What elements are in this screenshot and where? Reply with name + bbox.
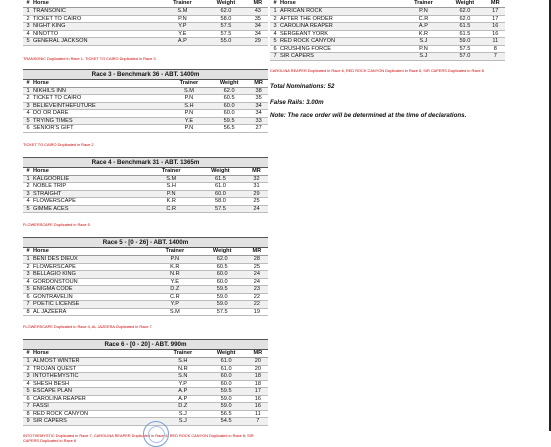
cell-trainer: P.N	[403, 45, 445, 53]
cell-num: 4	[23, 30, 33, 38]
table-row	[23, 198, 268, 206]
cell-trainer: Y.E	[161, 30, 205, 38]
cell-weight: 60.0	[196, 190, 245, 198]
cell-num: 2	[23, 183, 33, 191]
cell-weight: 57.5	[444, 45, 485, 53]
cell-mr: 19	[246, 308, 268, 316]
cell-trainer: S.H	[169, 102, 209, 110]
cell-horse: GORDONSTOUN	[33, 278, 151, 286]
table-row	[23, 87, 268, 95]
cell-mr: 17	[486, 8, 505, 16]
cell-num: 5	[23, 117, 33, 125]
cell-mr: 32	[245, 175, 268, 183]
table-row	[270, 30, 505, 38]
duplicate-note: TICKET TO CAIRO Duplicated in Race 2	[23, 141, 94, 147]
race5-table	[23, 248, 268, 316]
cell-horse: NIKHILS INN	[33, 87, 169, 95]
cell-horse: CRUSHING FORCE	[280, 45, 403, 53]
cell-horse: STRAIGHT	[33, 190, 147, 198]
cell-num: 4	[23, 380, 33, 388]
cell-trainer: P.N	[169, 125, 209, 133]
cell-mr: 34	[249, 102, 268, 110]
cell-mr: 17	[248, 388, 268, 396]
table-row	[23, 205, 268, 213]
cell-horse: BELLAGIO KING	[33, 271, 151, 279]
table-row	[23, 278, 268, 286]
cell-num: 8	[23, 410, 33, 418]
cell-weight: 61.0	[205, 358, 248, 366]
cell-trainer: C.R	[147, 205, 196, 213]
cell-trainer: A.P	[161, 38, 205, 46]
cell-trainer: D.Z	[161, 403, 204, 411]
table-header: # Horse Trainer Weight MR	[270, 0, 505, 8]
cell-num: 5	[23, 286, 33, 294]
cell-mr: 34	[249, 110, 268, 118]
cell-horse: SENIOR'S GIFT	[33, 125, 169, 133]
cell-trainer: D.Z	[151, 286, 199, 294]
table-row	[23, 418, 268, 426]
cell-mr: 34	[248, 30, 268, 38]
logo-seal	[143, 421, 169, 447]
cell-trainer: S.J	[403, 53, 445, 61]
cell-horse: TROJAN QUEST	[33, 365, 161, 373]
cell-trainer: S.N	[161, 373, 204, 381]
table-row	[270, 23, 505, 31]
race3-table	[23, 80, 268, 133]
cell-num: 5	[23, 205, 33, 213]
cell-trainer: Y.P	[151, 301, 199, 309]
cell-weight: 60.0	[199, 278, 246, 286]
cell-horse: INTOTHEMYSTIC	[33, 373, 161, 381]
cell-num: 2	[270, 15, 280, 23]
cell-trainer: S.M	[147, 175, 196, 183]
cell-mr: 43	[248, 8, 268, 16]
cell-horse: SIR CAPERS	[33, 418, 161, 426]
duplicate-note: TRANSONIC Duplicated in Race 1, TICKET TO CAIRO Duplicated in Race 3	[23, 55, 156, 61]
table-header: # Horse Trainer Weight MR	[23, 248, 268, 256]
cell-horse: CAROLINA REAPER	[33, 395, 161, 403]
cell-weight: 57.5	[199, 308, 246, 316]
table-row	[23, 271, 268, 279]
table-row	[23, 256, 268, 264]
table-row	[270, 8, 505, 16]
table-row	[23, 365, 268, 373]
cell-trainer: K.R	[403, 30, 445, 38]
cell-horse: RED ROCK CANYON	[33, 410, 161, 418]
cell-horse: FLOWERSCAPE	[33, 263, 151, 271]
cell-num: 2	[23, 15, 33, 23]
cell-weight: 54.5	[205, 418, 248, 426]
cell-horse: ESCAPE PLAN	[33, 388, 161, 396]
cell-mr: 16	[486, 30, 505, 38]
cell-num: 7	[23, 403, 33, 411]
table-row	[23, 102, 268, 110]
cell-weight: 59.0	[199, 301, 246, 309]
cell-weight: 61.0	[205, 365, 248, 373]
cell-horse: SIR CAPERS	[280, 53, 403, 61]
cell-num: 3	[23, 190, 33, 198]
table-row	[23, 183, 268, 191]
cell-horse: ALMOST WINTER	[33, 358, 161, 366]
cell-weight: 56.5	[209, 125, 249, 133]
cell-num: 5	[23, 38, 33, 46]
table-row	[23, 38, 268, 46]
cell-horse: BELIEVEINTHEFUTURE	[33, 102, 169, 110]
table-row	[23, 410, 268, 418]
cell-mr: 24	[246, 271, 268, 279]
table-row	[23, 403, 268, 411]
cell-mr: 24	[246, 278, 268, 286]
table-row	[270, 53, 505, 61]
cell-num: 2	[23, 95, 33, 103]
cell-mr: 27	[249, 125, 268, 133]
cell-weight: 60.0	[205, 380, 248, 388]
table-row	[23, 117, 268, 125]
cell-horse: FLOWERSCAPE	[33, 198, 147, 206]
duplicate-note: CAROLINA REAPER Duplicated in Race 6, RED ROCK CANYON Duplicated in Race 6, SIR CAPERS Duplicated in Race 6	[270, 67, 484, 73]
cell-horse: GENERAL JACKSON	[33, 38, 161, 46]
cell-trainer: A.P	[403, 23, 445, 31]
cell-mr: 16	[248, 395, 268, 403]
cell-mr: 8	[486, 45, 505, 53]
cell-trainer: Y.P	[161, 23, 205, 31]
table-row	[23, 110, 268, 118]
cell-weight: 59.5	[205, 388, 248, 396]
cell-mr: 35	[248, 15, 268, 23]
table-row	[270, 15, 505, 23]
cell-num: 3	[23, 102, 33, 110]
cell-num: 7	[270, 53, 280, 61]
cell-num: 8	[23, 308, 33, 316]
cell-trainer: S.M	[161, 8, 205, 16]
cell-weight: 60.5	[209, 95, 249, 103]
cell-weight: 59.5	[209, 117, 249, 125]
cell-mr: 7	[248, 418, 268, 426]
total-nominations: Total Nominations: 52	[270, 82, 335, 90]
false-rails: False Rails: 3.00m	[270, 98, 324, 106]
cell-weight: 59.0	[205, 395, 248, 403]
cell-horse: AFTER THE ORDER	[280, 15, 403, 23]
cell-num: 1	[23, 358, 33, 366]
cell-num: 5	[23, 388, 33, 396]
cell-mr: 25	[246, 263, 268, 271]
race-title: Race 6 - [0 - 20] - ABT. 990m	[23, 339, 268, 350]
race2-table	[23, 0, 268, 46]
cell-trainer: P.N	[169, 110, 209, 118]
cell-num: 2	[23, 365, 33, 373]
cell-horse: TRYING TIMES	[33, 117, 169, 125]
cell-mr: 38	[249, 87, 268, 95]
cell-mr: 31	[245, 183, 268, 191]
cell-horse: NINOTTO	[33, 30, 161, 38]
table-header: # Horse Trainer Weight MR	[23, 0, 268, 8]
race-title: Race 5 - [0 - 26] - ABT. 1400m	[23, 237, 268, 248]
table-row	[23, 30, 268, 38]
cell-weight: 55.0	[204, 38, 247, 46]
cell-weight: 62.0	[444, 15, 485, 23]
race6-table	[23, 350, 268, 426]
cell-trainer: S.J	[161, 410, 204, 418]
cell-weight: 62.0	[199, 256, 246, 264]
cell-num: 6	[23, 125, 33, 133]
cell-trainer: Y.E	[151, 278, 199, 286]
race-title: Race 4 - Benchmark 31 - ABT. 1365m	[23, 157, 268, 168]
cell-weight: 61.5	[444, 30, 485, 38]
cell-num: 6	[270, 45, 280, 53]
cell-weight: 60.0	[205, 373, 248, 381]
cell-trainer: P.N	[161, 15, 205, 23]
cell-trainer: Y.E	[169, 117, 209, 125]
cell-mr: 11	[486, 38, 505, 46]
table-row	[23, 373, 268, 381]
cell-num: 1	[23, 256, 33, 264]
cell-trainer: S.M	[169, 87, 209, 95]
cell-weight: 59.0	[199, 293, 246, 301]
cell-horse: SHESH BESH	[33, 380, 161, 388]
table-row	[23, 358, 268, 366]
cell-mr: 29	[248, 38, 268, 46]
table-header: # Horse Trainer Weight MR	[23, 350, 268, 358]
cell-weight: 57.0	[444, 53, 485, 61]
cell-mr: 28	[246, 256, 268, 264]
table-row	[23, 8, 268, 16]
cell-weight: 59.0	[205, 403, 248, 411]
race-order-note: Note: The race order will be determined at the time of declarations.	[270, 111, 467, 119]
cell-mr: 29	[245, 190, 268, 198]
race8-table	[270, 0, 505, 61]
cell-weight: 58.0	[204, 15, 247, 23]
cell-trainer: S.H	[161, 358, 204, 366]
cell-weight: 56.5	[205, 410, 248, 418]
cell-num: 4	[23, 198, 33, 206]
cell-horse: KALGOORLIE	[33, 175, 147, 183]
cell-weight: 61.0	[196, 183, 245, 191]
left-column	[23, 0, 268, 443]
cell-horse: CAROLINA REAPER	[280, 23, 403, 31]
cell-num: 7	[23, 301, 33, 309]
right-column	[270, 0, 505, 120]
cell-weight: 60.0	[209, 110, 249, 118]
table-header: # Horse Trainer Weight MR	[23, 80, 268, 88]
cell-horse: DO OR DARE	[33, 110, 169, 118]
cell-trainer: A.P	[161, 388, 204, 396]
cell-horse: GONTRAVELIN	[33, 293, 151, 301]
table-row	[23, 125, 268, 133]
cell-weight: 57.5	[204, 30, 247, 38]
cell-trainer: S.J	[161, 418, 204, 426]
cell-num: 3	[23, 373, 33, 381]
cell-trainer: P.N	[169, 95, 209, 103]
cell-weight: 60.5	[199, 263, 246, 271]
cell-horse: FASSI	[33, 403, 161, 411]
cell-trainer: K.R	[147, 198, 196, 206]
race-title: Race 3 - Benchmark 36 - ABT. 1400m	[23, 69, 268, 80]
cell-mr: 22	[246, 301, 268, 309]
cell-weight: 62.0	[209, 87, 249, 95]
race4-table	[23, 168, 268, 214]
duplicate-note: INTOTHEMYSTIC Duplicated in Race 7, CAROLINA REAPER Duplicated in Race 8, RED ROCK CANYON Duplicated in Race 8, SIR CAPERS Duplicated in Race 8	[23, 432, 254, 443]
cell-horse: NIGHT KING	[33, 23, 161, 31]
table-row	[270, 45, 505, 53]
cell-mr: 22	[246, 293, 268, 301]
cell-mr: 7	[486, 53, 505, 61]
cell-weight: 62.0	[204, 8, 247, 16]
cell-weight: 59.5	[199, 286, 246, 294]
cell-num: 1	[270, 8, 280, 16]
cell-weight: 61.5	[196, 175, 245, 183]
cell-mr: 34	[248, 23, 268, 31]
cell-num: 3	[23, 23, 33, 31]
cell-weight: 60.0	[199, 271, 246, 279]
cell-horse: TICKET TO CAIRO	[33, 95, 169, 103]
cell-num: 4	[23, 278, 33, 286]
cell-horse: TICKET TO CAIRO	[33, 15, 161, 23]
cell-weight: 58.0	[196, 198, 245, 206]
cell-trainer: Y.P	[161, 380, 204, 388]
cell-num: 3	[270, 23, 280, 31]
cell-trainer: K.R	[151, 263, 199, 271]
cell-trainer: C.R	[403, 15, 445, 23]
duplicate-note: FLOWERSCAPE Duplicated in Race 5	[23, 222, 90, 227]
cell-trainer: P.N	[151, 256, 199, 264]
cell-trainer: C.R	[151, 293, 199, 301]
table-row	[23, 263, 268, 271]
table-row	[23, 388, 268, 396]
cell-trainer: S.M	[151, 308, 199, 316]
cell-weight: 61.5	[444, 23, 485, 31]
duplicate-note: FLOWERSCAPE Duplicated in Race 4, AL JAZEERA Duplicated in Race 7	[23, 324, 152, 329]
cell-num: 5	[270, 38, 280, 46]
cell-trainer: S.J	[403, 38, 445, 46]
cell-horse: TRANSONIC	[33, 8, 161, 16]
cell-mr: 20	[248, 358, 268, 366]
cell-weight: 57.5	[196, 205, 245, 213]
table-row	[23, 286, 268, 294]
table-header: # Horse Trainer Weight MR	[23, 168, 268, 176]
table-row	[23, 23, 268, 31]
cell-horse: SERGEANT YORK	[280, 30, 403, 38]
cell-mr: 33	[249, 117, 268, 125]
table-row	[23, 301, 268, 309]
cell-mr: 23	[246, 286, 268, 294]
cell-mr: 16	[486, 23, 505, 31]
cell-num: 4	[270, 30, 280, 38]
cell-weight: 60.0	[209, 102, 249, 110]
cell-horse: RED ROCK CANYON	[280, 38, 403, 46]
cell-mr: 16	[248, 403, 268, 411]
cell-mr: 24	[245, 205, 268, 213]
cell-horse: POETIC LICENSE	[33, 301, 151, 309]
table-row	[23, 15, 268, 23]
cell-horse: AL JAZEERA	[33, 308, 151, 316]
cell-trainer: N.R	[161, 365, 204, 373]
table-row	[270, 38, 505, 46]
cell-mr: 25	[245, 198, 268, 206]
table-row	[23, 95, 268, 103]
cell-trainer: P.N	[147, 190, 196, 198]
cell-mr: 11	[248, 410, 268, 418]
cell-num: 9	[23, 418, 33, 426]
cell-mr: 18	[248, 380, 268, 388]
cell-mr: 17	[486, 15, 505, 23]
cell-num: 4	[23, 110, 33, 118]
cell-weight: 62.0	[444, 8, 485, 16]
cell-horse: BENI DES DIEUX	[33, 256, 151, 264]
cell-mr: 20	[248, 365, 268, 373]
table-row	[23, 293, 268, 301]
cell-trainer: S.H	[147, 183, 196, 191]
cell-weight: 57.5	[204, 23, 247, 31]
table-row	[23, 308, 268, 316]
cell-num: 1	[23, 8, 33, 16]
table-row	[23, 380, 268, 388]
cell-mr: 18	[248, 373, 268, 381]
cell-weight: 59.0	[444, 38, 485, 46]
cell-trainer: N.R	[151, 271, 199, 279]
table-row	[23, 395, 268, 403]
cell-num: 1	[23, 175, 33, 183]
cell-trainer: P.N	[403, 8, 445, 16]
logo-inner-ring	[148, 426, 165, 443]
cell-horse: ENIGMA CODE	[33, 286, 151, 294]
cell-num: 2	[23, 263, 33, 271]
cell-mr: 35	[249, 95, 268, 103]
cell-trainer: A.P	[161, 395, 204, 403]
cell-num: 1	[23, 87, 33, 95]
cell-num: 6	[23, 293, 33, 301]
table-row	[23, 175, 268, 183]
cell-horse: NOBLE TRIP	[33, 183, 147, 191]
cell-num: 6	[23, 395, 33, 403]
cell-horse: GIMME ACES	[33, 205, 147, 213]
cell-horse: AFRICAN ROCK	[280, 8, 403, 16]
cell-num: 3	[23, 271, 33, 279]
table-row	[23, 190, 268, 198]
